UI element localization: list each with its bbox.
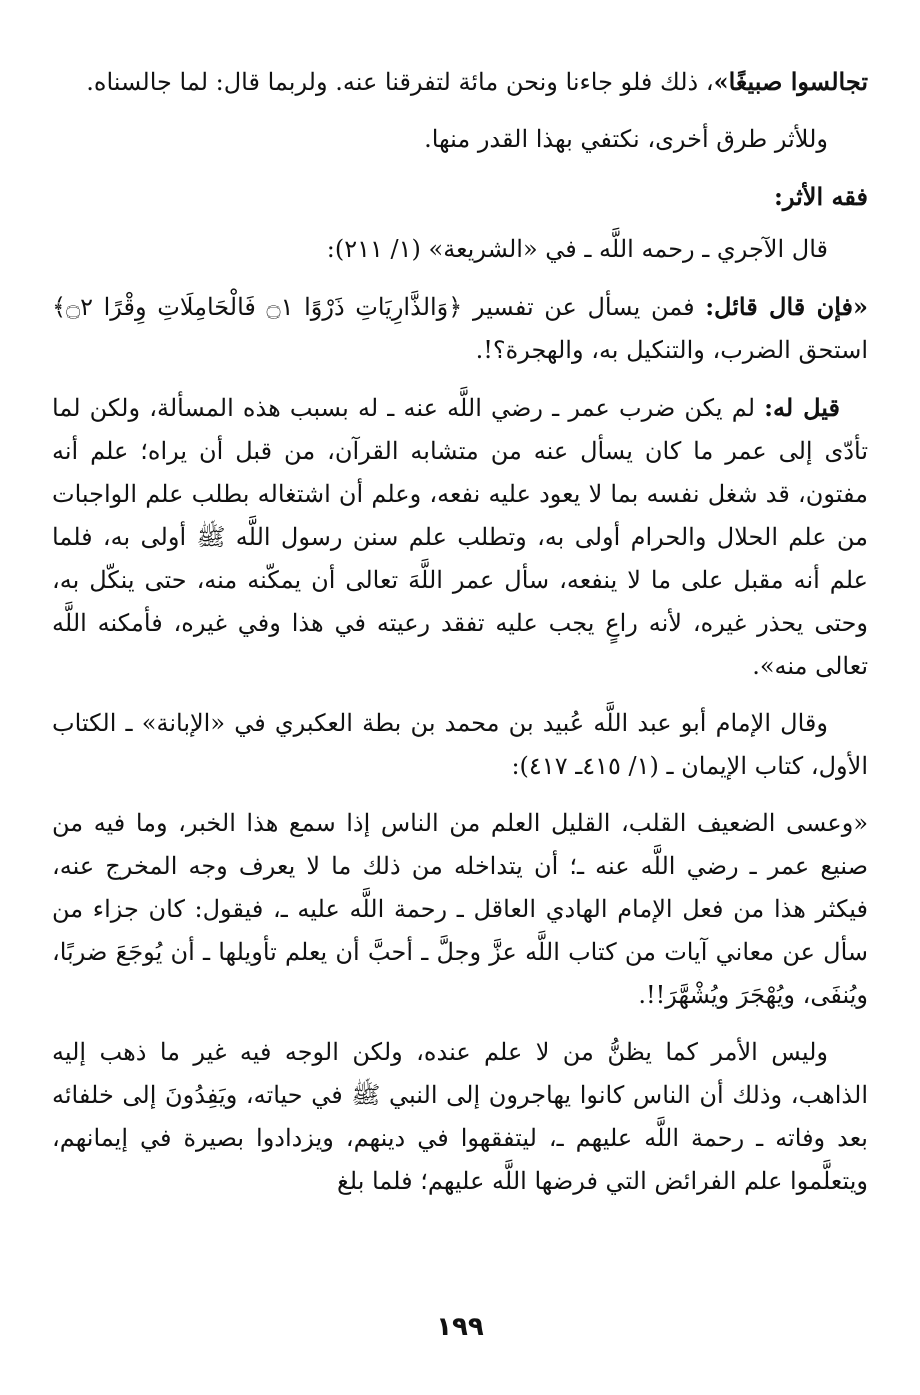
paragraph-5-text: لم يكن ضرب عمر ـ رضي اللَّه عنه ـ له بسبب هذه المسألة، ولكن لما تأدّى إلى عمر ما كان يسأل عنه من متشابه القرآن، من قبل أن يراه؛ علم أنه مفتون، قد شغل نفسه بما لا يعود عليه نفعه، وعلم أن اشتغاله بطلب علم الواجبات من علم الحلال والحرام أولى به، وتطلب علم سنن رسول اللَّه ﷺ أولى به، فلما علم أنه مقبل على ما لا ينفعه، سأل عمر اللَّهَ تعالى أن يمكّنه منه، حتى ينكّل به، وحتى يحذر غيره، لأنه راعٍ يجب عليه تفقد رعيته في هذا وفي غيره، فأمكنه اللَّه تعالى منه». — [52, 394, 869, 680]
paragraph-4-text: فمن يسأل عن تفسير ﴿وَالذَّارِيَاتِ ذَرْوًا ۝١ فَالْحَامِلَاتِ وِقْرًا ۝٢﴾ استحق الضرب، والتنكيل به، والهجرة؟!. — [52, 293, 868, 364]
page-body — [52, 60, 868, 1217]
paragraph-1-text: ، ذلك فلو جاءنا ونحن مائة لتفرقنا عنه. ولربما قال: لما جالسناه. — [86, 68, 714, 96]
paragraph-2-text: وللأثر طرق أخرى، نكتفي بهذا القدر منها. — [424, 125, 828, 153]
paragraph-3-text: قال الآجري ـ رحمه اللَّه ـ في «الشريعة» (١/ ٢١١): — [326, 235, 828, 263]
section-heading-text: فقه الأثر: — [774, 182, 868, 211]
section-heading — [52, 175, 868, 218]
paragraph-6-text: وقال الإمام أبو عبد اللَّه عُبيد بن محمد بن بطة العكبري في «الإبانة» ـ الكتاب الأول، كتاب الإيمان ـ (١/ ٤١٥ـ ٤١٧): — [52, 709, 868, 780]
paragraph-2 — [52, 118, 868, 161]
paragraph-1 — [52, 60, 868, 104]
paragraph-5-bold: قيل له: — [764, 393, 840, 422]
paragraph-1-bold: تجالسوا صبيغًا» — [713, 67, 868, 96]
page-number: ١٩٩ — [436, 1312, 484, 1342]
paragraph-4-bold: «فإن قال قائل: — [705, 292, 869, 321]
paragraph-8 — [52, 1031, 868, 1203]
paragraph-7 — [52, 802, 868, 1017]
paragraph-6 — [52, 702, 868, 788]
paragraph-5 — [52, 386, 868, 688]
paragraph-8-text: وليس الأمر كما يظنُّ من لا علم عنده، ولكن الوجه فيه غير ما ذهب إليه الذاهب، وذلك أن الناس كانوا يهاجرون إلى النبي ﷺ في حياته، ويَفِدُونَ إلى خلفائه بعد وفاته ـ رحمة اللَّه عليهم ـ، ليتفقهوا في دينهم، ويزدادوا بصيرة في إيمانهم، ويتعلَّموا علم الفرائض التي فرضها اللَّه عليهم؛ فلما بلغ — [52, 1038, 868, 1195]
paragraph-4 — [52, 285, 868, 372]
paragraph-3 — [52, 228, 868, 271]
paragraph-7-text: «وعسى الضعيف القلب، القليل العلم من الناس إذا سمع هذا الخبر، وما فيه من صنيع عمر ـ رضي اللَّه عنه ـ؛ أن يتداخله من ذلك ما لا يعرف وجه المخرج عنه، فيكثر هذا من فعل الإمام الهادي العاقل ـ رحمة اللَّه عليه ـ، فيقول: كان جزاء من سأل عن معاني آيات من كتاب اللَّه عزَّ وجلَّ ـ أحبَّ أن يعلم تأويلها ـ أن يُوجَعَ ضربًا، ويُنفَى، ويُهْجَرَ ويُشْهَّرَ!!. — [52, 809, 868, 1009]
